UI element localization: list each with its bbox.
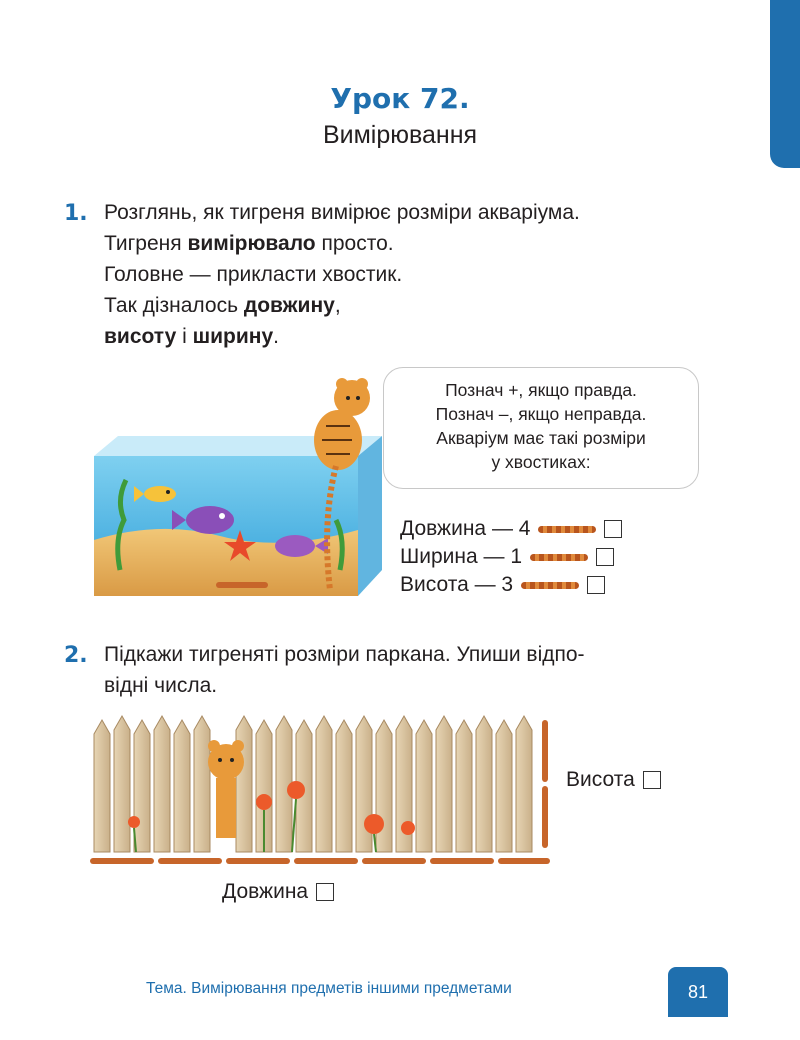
tail-icon — [538, 526, 596, 533]
measure-label: Довжина — 4 — [400, 517, 531, 540]
task-number: 2. — [64, 643, 88, 668]
measure-height-row — [400, 571, 622, 599]
task-1 — [64, 197, 580, 352]
footer-topic: Тема. Вимірювання предметів іншими предметами — [146, 980, 512, 997]
tail-measure — [216, 582, 268, 588]
length-answer-box[interactable] — [316, 883, 334, 901]
tail-icon — [530, 554, 588, 561]
length-label: Довжина — [222, 880, 309, 903]
measurement-list — [400, 515, 622, 599]
task-1-line-2: Тигреня вимірювало просто. — [104, 232, 394, 255]
tail-measure-column — [542, 720, 548, 848]
aquarium-illustration — [90, 370, 390, 610]
bubble-line-2: Познач –, якщо неправда. — [435, 404, 647, 424]
answer-checkbox[interactable] — [596, 548, 614, 566]
task-1-line-5: висоту і ширину. — [104, 325, 279, 348]
fence-illustration — [86, 712, 556, 882]
height-label: Висота — [566, 768, 635, 791]
bubble-line-3: Акваріум має такі розміри — [436, 428, 646, 448]
lesson-header — [0, 82, 800, 150]
tail-icon — [521, 582, 579, 589]
task-number: 1. — [64, 201, 88, 226]
measure-length-row — [400, 515, 622, 543]
bubble-line-1: Познач +, якщо правда. — [445, 380, 637, 400]
task-1-line-1: Розглянь, як тигреня вимірює розміри акваріума. — [104, 201, 580, 224]
answer-checkbox[interactable] — [604, 520, 622, 538]
task-2-line-2: відні числа. — [104, 674, 218, 697]
page-number: 81 — [668, 967, 728, 1017]
measure-label: Ширина — 1 — [400, 545, 523, 568]
speech-bubble — [383, 367, 699, 489]
height-answer-box[interactable] — [643, 771, 661, 789]
task-2 — [64, 639, 585, 701]
measure-label: Висота — 3 — [400, 573, 514, 596]
measure-width-row — [400, 543, 622, 571]
answer-checkbox[interactable] — [587, 576, 605, 594]
task-1-line-4: Так дізналось довжину, — [104, 294, 341, 317]
tail-measure-row — [90, 858, 550, 864]
lesson-number: Урок 72. — [330, 82, 470, 115]
fence-length-answer — [222, 880, 334, 904]
task-1-line-3: Головне — прикласти хвостик. — [104, 263, 403, 286]
bubble-line-4: у хвостиках: — [491, 452, 591, 472]
task-2-line-1: Підкажи тигреняті розміри паркана. Упиши відпо- — [104, 643, 585, 666]
fence-height-answer — [566, 768, 661, 792]
lesson-title: Вимірювання — [322, 121, 478, 149]
